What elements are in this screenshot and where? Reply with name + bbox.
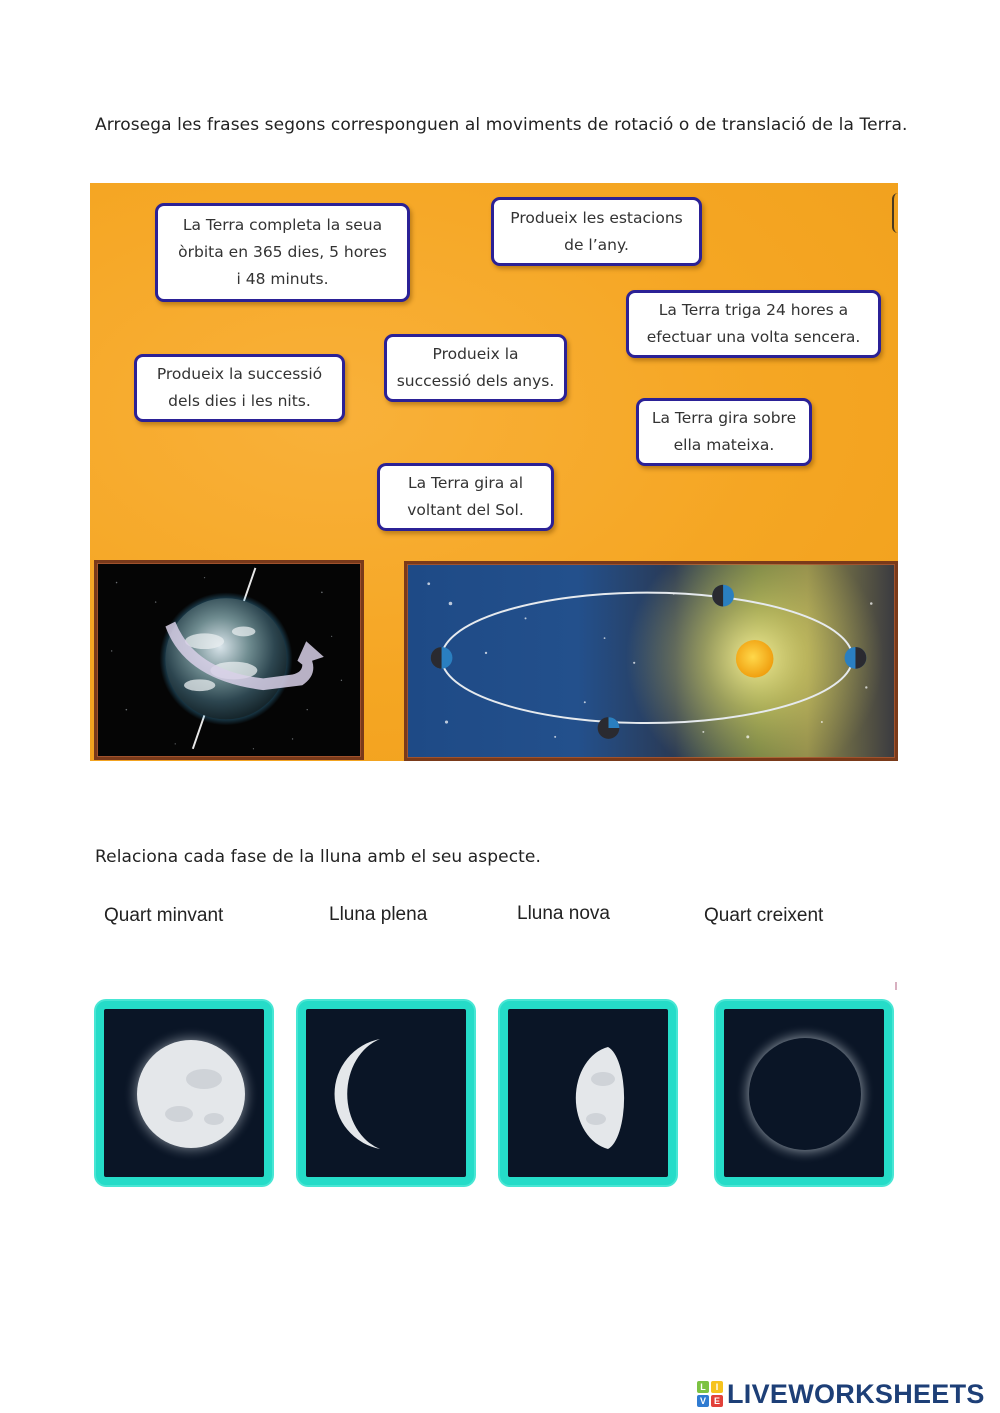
phase-label-lluna-plena[interactable]: Lluna plena — [329, 904, 428, 925]
card-line: ella mateixa. — [673, 436, 775, 454]
full-moon-icon — [104, 1009, 264, 1177]
draggable-card-around-sun[interactable] — [377, 463, 554, 531]
liveworksheets-logo[interactable] — [697, 1379, 985, 1409]
card-line: efectuar una volta sencera. — [646, 328, 861, 346]
draggable-card-day-night[interactable] — [134, 354, 345, 422]
logo-block-l: L — [697, 1381, 709, 1393]
rotation-image-dropzone[interactable] — [94, 560, 364, 760]
card-line: successió dels anys. — [396, 372, 555, 390]
moon-image-crescent[interactable] — [298, 1001, 474, 1185]
new-moon-icon — [724, 1009, 884, 1177]
draggable-card-years[interactable] — [384, 334, 567, 402]
moon-image-gibbous[interactable] — [500, 1001, 676, 1185]
card-line: La Terra gira sobre — [651, 409, 797, 427]
draggable-card-seasons[interactable] — [491, 197, 702, 266]
gibbous-moon-icon — [508, 1009, 668, 1177]
card-line: Produeix la — [432, 345, 519, 363]
card-line: Produeix la successió — [156, 365, 323, 383]
translation-image-dropzone[interactable] — [404, 561, 898, 761]
moon-image-new[interactable] — [716, 1001, 892, 1185]
card-line: voltant del Sol. — [407, 501, 524, 519]
crescent-moon-icon — [306, 1009, 466, 1177]
card-line: de l’any. — [564, 235, 629, 254]
card-line: La Terra completa la seua — [182, 216, 383, 234]
logo-block-i: I — [711, 1381, 723, 1393]
card-line: Produeix les estacions — [510, 208, 683, 227]
card-line: La Terra triga 24 hores a — [658, 301, 849, 319]
phase-label-quart-minvant[interactable]: Quart minvant — [104, 905, 224, 926]
instruction-moon-phases: Relaciona cada fase de la lluna amb el seu aspecte. — [95, 847, 541, 867]
panel-edge-tab — [892, 193, 898, 233]
moon-image-full[interactable] — [96, 1001, 272, 1185]
draggable-card-spins-itself[interactable] — [636, 398, 812, 466]
card-line: òrbita en 365 dies, 5 hores — [178, 243, 387, 261]
logo-block-v: V — [697, 1395, 709, 1407]
logo-block-e: E — [711, 1395, 723, 1407]
card-line: La Terra gira al — [407, 474, 524, 492]
card-line: dels dies i les nits. — [168, 392, 311, 410]
card-line: i 48 minuts. — [236, 270, 329, 288]
decorative-mark — [895, 982, 897, 990]
logo-text: LIVEWORKSHEETS — [727, 1378, 985, 1409]
draggable-card-orbit-duration[interactable] — [155, 203, 410, 302]
earth-orbit-illustration — [407, 564, 895, 761]
phase-label-quart-creixent[interactable]: Quart creixent — [704, 905, 824, 926]
draggable-card-24-hours[interactable] — [626, 290, 881, 358]
instruction-rotation-translation: Arrosega les frases segons corresponguen al moviments de rotació o de translació de la Terra. — [95, 115, 908, 135]
logo-blocks-icon — [697, 1381, 723, 1407]
phase-label-lluna-nova[interactable]: Lluna nova — [517, 903, 610, 924]
earth-rotation-illustration — [97, 563, 361, 759]
